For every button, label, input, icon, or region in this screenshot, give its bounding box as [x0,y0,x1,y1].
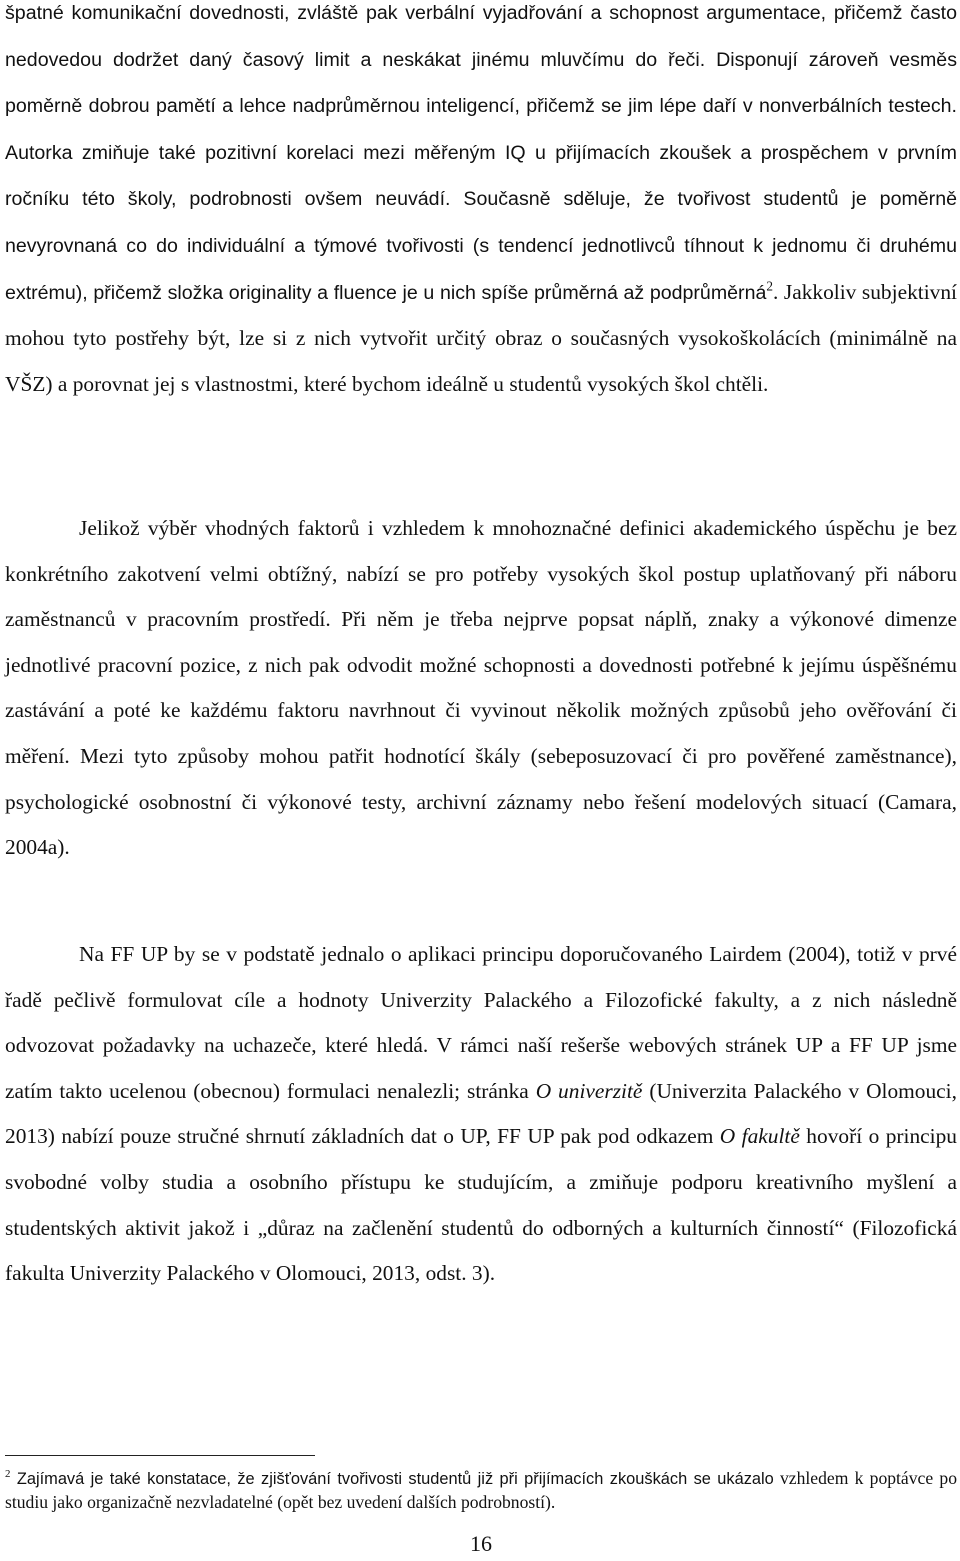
page-number: 16 [470,1531,492,1556]
italic-text: O univerzitě [535,1078,643,1103]
paragraph-3 [5,932,957,1297]
paragraph-1 [5,0,957,407]
paragraph-2 [5,506,957,871]
footnote-separator [5,1455,315,1456]
text-run: Jelikož výběr vhodných faktorů i vzhledem k mnohoznačné definici akademického úspěchu je bez konkrétního zakotvení velmi obtížný, nabízí se pro potřeby vysokých škol postup uplatňovaný při náboru zaměstnanců v pracovním prostředí. Při něm je třeba nejprve popsat náplň, znaky a výkonové dimenze jednotlivé pracovní pozice, z nich pak odvodit možné schopnosti a dovednosti potřebné k jejímu úspěšnému zastávání a poté ke každému faktoru navrhnout či vyvinout několik možných způsobů jeho ověřování či měření. Mezi tyto způsoby mohou patřit hodnotící škály (sebeposuzovací či pro pověřené zaměstnance), psychologické osobnostní či výkonové testy, archivní záznamy nebo řešení modelových situací (Camara, 2004a). [5,516,957,860]
italic-text: O fakultě [719,1124,800,1149]
footnote-text [5,1468,957,1512]
footnote [5,1467,957,1514]
text-run: vzhledem k poptávce po studiu jako organizačně nezvladatelné (opět bez uvedení dalších podrobností). [5,1468,957,1512]
footnote-ref: 2 [766,277,773,293]
document-page [5,0,957,1561]
text-run: špatné komunikační dovednosti, zvláště pak verbální vyjadřování a schopnost argumentace, přičemž často nedovedou dodržet daný časový limit a neskákat jinému mluvčímu do řeči. Disponují zároveň vesměs poměrně dobrou pamětí a lehce nadprůměrnou inteligencí, přičemž se jim lépe daří v nonverbálních testech. [5,2,957,118]
text-run: hovoří o principu svobodné volby studia a osobního přístupu ke studujícím, a zmiňuje podporu kreativního myšlení a studentských aktivit jakož i „důraz na začlenění studentů do odborných a kulturních činností“ (Filozofická fakulta Univerzity Palackého v Olomouci, 2013, odst. 3). [5,1124,957,1286]
text-run: (Univerzita Palackého v Olomouci, 2013) nabízí pouze stručné shrnutí základních dat o UP, FF UP pak pod odkazem [5,1078,957,1149]
text-run: Autorka zmiňuje také pozitivní korelaci mezi měřeným IQ u přijímacích zkoušek a prospěchem v prvním ročníku této školy, podrobnosti ovšem neuvádí. Současně sděluje, že tvořivost studentů je poměrně nevyrovnaná co do individuální a týmové tvořivosti (s tendencí jednotlivců tíhnout k jednomu či druhému extrému), přičemž složka originality a fluence je u nich spíše průměrná až podprůměrná [5,141,957,304]
footnote-number: 2 [5,1467,11,1480]
text-run: . Jakkoliv subjektivní mohou tyto postřehy být, lze si z nich vytvořit určitý obraz o současných vysokoškolácích (minimálně na VŠZ) a porovnat jej s vlastnostmi, které bychom ideálně u studentů vysokých škol chtěli. [5,279,957,396]
text-run: Na FF UP by se v podstatě jednalo o aplikaci principu doporučovaného Lairdem (2004), totiž v prvé řadě pečlivě formulovat cíle a hodnoty Univerzity Palackého a Filozofické fakulty, a z nich následně odvozovat požadavky na uchazeče, které hledá. V rámci naší rešerše webových stránek UP a FF UP jsme zatím takto ucelenou (obecnou) formulaci nenalezli; stránka [5,942,957,1103]
text-run: Zajímavá je také konstatace, že zjišťování tvořivosti studentů již při přijímacích zkouškách se ukázalo [10,1470,774,1488]
